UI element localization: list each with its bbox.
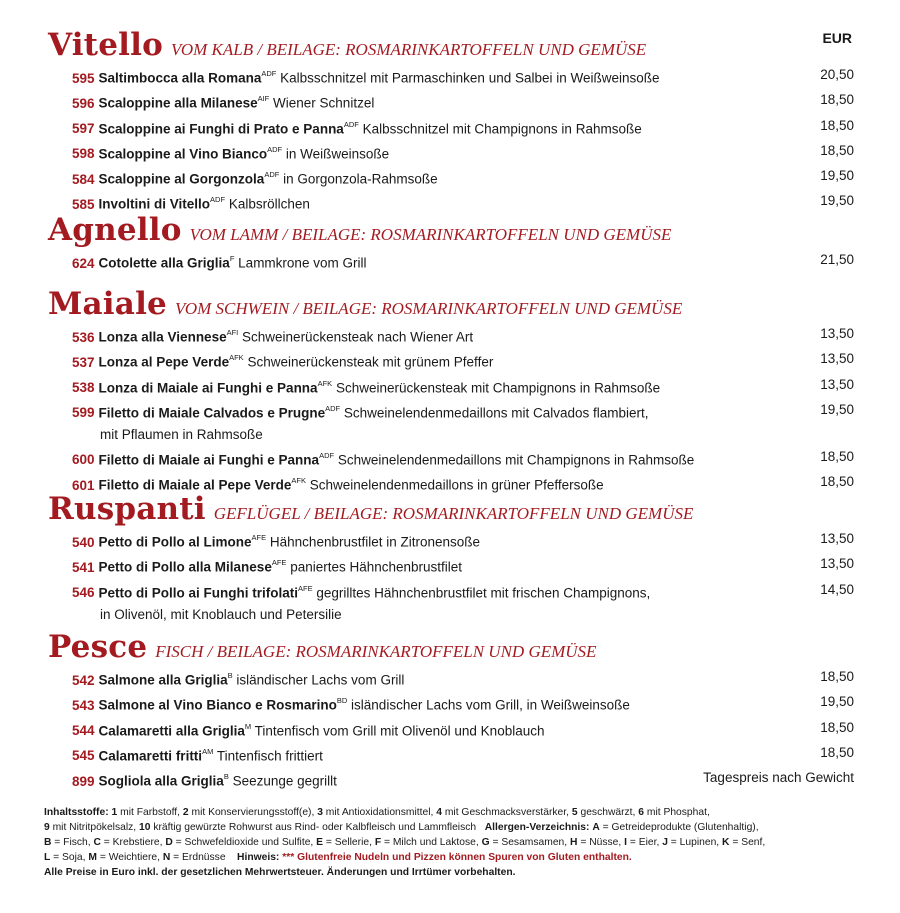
- item-price: 20,50: [820, 67, 854, 82]
- allergen-codes: ADF: [264, 170, 280, 180]
- item-number: 601: [72, 477, 95, 493]
- menu-item: [48, 323, 854, 348]
- menu-section-pesce: [48, 630, 854, 792]
- item-price: 18,50: [820, 474, 854, 490]
- allergen-codes: AFK: [229, 353, 244, 363]
- section-subtitle: FISCH / BEILAGE: ROSMARINKARTOFFELN UND GEMÜSE: [155, 642, 597, 661]
- item-number: 585: [72, 196, 95, 212]
- item-name: Salmone al Vino Bianco e Rosmarino: [98, 697, 337, 713]
- ingredients-label: Inhaltsstoffe:: [44, 807, 109, 818]
- legend-code: H: [570, 837, 578, 848]
- item-description: paniertes Hähnchenbrustfilet: [290, 559, 463, 575]
- menu-section-vitello: [48, 28, 854, 216]
- menu-item: [48, 579, 854, 626]
- legend-code: L: [44, 852, 51, 863]
- allergen-codes: AFE: [271, 558, 287, 568]
- hint-label: Hinweis:: [237, 852, 280, 863]
- section-subtitle: VOM SCHWEIN / BEILAGE: ROSMARINKARTOFFELN UND GEMÜSE: [174, 299, 683, 318]
- legend-code: N: [162, 852, 171, 863]
- menu-item: [48, 64, 854, 89]
- section-items: [48, 528, 854, 626]
- section-items: [48, 249, 854, 274]
- legend-code: E: [316, 837, 324, 848]
- allergen-codes: F: [229, 254, 235, 263]
- item-name: Sogliola alla Griglia: [98, 773, 224, 789]
- item-description: Tintenfisch frittiert: [216, 748, 323, 764]
- legend-text: mit Antioxidationsmittel,: [322, 807, 437, 818]
- item-name: Saltimbocca alla Romana: [98, 70, 262, 86]
- allergen-codes: AFK: [317, 378, 333, 388]
- item-description: Schweinelendenmedaillons mit Champignons in Rahmsoße: [337, 452, 695, 468]
- item-description: Hähnchenbrustfilet in Zitronensoße: [269, 534, 481, 550]
- item-number: 536: [72, 329, 95, 345]
- menu-item: [48, 165, 854, 190]
- allergen-codes: BD: [336, 696, 348, 706]
- item-description-continued: in Olivenöl, mit Knoblauch und Petersilie: [100, 606, 342, 622]
- item-name: Scaloppine al Vino Bianco: [98, 146, 268, 162]
- legend-text: mit Phosphat,: [644, 807, 710, 818]
- legend-text: mit Farbstoff,: [117, 807, 183, 818]
- menu-item: [48, 115, 854, 140]
- legend-text: = Fisch,: [51, 837, 94, 848]
- legend-text: = Weichtiere,: [96, 852, 163, 863]
- item-name: Petto di Pollo alla Milanese: [98, 559, 272, 575]
- item-description-continued: mit Pflaumen in Rahmsoße: [100, 427, 263, 443]
- legend-text: = Sellerie,: [323, 837, 375, 848]
- legend-text: = Getreideprodukte (Glutenhaltig),: [599, 822, 759, 833]
- section-header: [48, 287, 854, 321]
- footer-line-5: [44, 865, 859, 880]
- legend-code: 2: [182, 807, 189, 818]
- section-header: [48, 630, 854, 664]
- item-price: 13,50: [820, 556, 854, 572]
- item-price: 18,50: [820, 92, 854, 108]
- item-description: Schweinerückensteak mit grünem Pfeffer: [247, 354, 494, 370]
- item-description: Schweinerückensteak nach Wiener Art: [242, 329, 474, 345]
- item-number: 600: [72, 452, 95, 468]
- menu-item: [48, 717, 854, 742]
- legend-code: K: [722, 837, 730, 848]
- legend-text: = Sesamsamen,: [489, 837, 571, 848]
- menu-item: [48, 348, 854, 373]
- item-price: 13,50: [820, 326, 854, 341]
- item-number: 538: [72, 380, 95, 396]
- item-price: 19,50: [820, 193, 854, 209]
- menu-item: [48, 528, 854, 553]
- legend-code: 9: [44, 822, 50, 833]
- item-number: 541: [72, 559, 95, 575]
- item-name: Petto di Pollo al Limone: [98, 534, 252, 550]
- menu-item: [48, 666, 854, 691]
- allergen-codes: AFE: [298, 583, 313, 593]
- allergen-codes: B: [223, 772, 229, 782]
- menu-section-maiale: [48, 287, 854, 497]
- legend-code: D: [165, 837, 173, 848]
- allergen-codes: ADF: [261, 69, 277, 78]
- menu-item: [48, 553, 854, 578]
- legend-code: I: [624, 837, 627, 848]
- section-header: [48, 492, 854, 526]
- legend-text: = Lupinen,: [667, 837, 723, 848]
- item-name: Calamaretti alla Griglia: [98, 723, 245, 739]
- item-number: 595: [72, 70, 95, 86]
- item-number: 596: [72, 95, 95, 111]
- item-number: 542: [72, 672, 95, 688]
- item-number: 584: [72, 171, 95, 187]
- item-price: 18,50: [820, 142, 854, 158]
- section-title: Agnello: [48, 212, 182, 248]
- section-header: [48, 213, 854, 247]
- allergen-codes: ADF: [319, 450, 335, 460]
- menu-section-agnello: [48, 213, 854, 274]
- legend-code: J: [662, 837, 668, 848]
- allergen-codes: ADF: [267, 144, 283, 154]
- item-description: Kalbsschnitzel mit Champignons in Rahmsoße: [362, 121, 642, 137]
- legend-code: 6: [638, 807, 645, 818]
- item-price: 13,50: [820, 531, 854, 546]
- legend-text: = Soja,: [50, 852, 89, 863]
- item-description: gegrilltes Hähnchenbrustfilet mit frischen Champignons,: [316, 585, 651, 601]
- legend-list: [44, 852, 226, 863]
- menu-item: [48, 767, 854, 792]
- item-number: 540: [72, 534, 95, 550]
- allergen-codes: M: [244, 721, 252, 731]
- allergen-codes: AM: [202, 746, 214, 756]
- legend-text: = Schwefeldioxide und Sulfite,: [172, 837, 317, 848]
- item-number: 598: [72, 146, 95, 162]
- legend-code: G: [481, 837, 490, 848]
- legend-list: [592, 822, 758, 833]
- legend-text: = Milch und Laktose,: [381, 837, 482, 848]
- item-name: Calamaretti fritti: [98, 748, 203, 764]
- legend-text: = Krebstiere,: [100, 837, 166, 848]
- item-price: 21,50: [820, 252, 854, 267]
- allergen-codes: ADF: [343, 119, 359, 129]
- legend-list: [112, 807, 710, 818]
- section-title: Ruspanti: [48, 491, 206, 527]
- allergen-codes: AFE: [251, 533, 267, 542]
- item-price: 18,50: [820, 117, 854, 133]
- item-price: 19,50: [820, 694, 854, 710]
- price-disclaimer: Alle Preise in Euro inkl. der gesetzlichen Mehrwertsteuer. Änderungen und Irrtümer vorbehalten.: [44, 867, 516, 878]
- section-items: [48, 666, 854, 792]
- legend-code: C: [93, 837, 101, 848]
- item-description: Tintenfisch vom Grill mit Olivenöl und Knoblauch: [254, 723, 545, 739]
- menu-item: [48, 742, 854, 767]
- item-description: Lammkrone vom Grill: [238, 255, 367, 271]
- menu-item: [48, 249, 854, 274]
- item-description: Schweinelendenmedaillons mit Calvados flambiert,: [343, 405, 649, 421]
- gluten-hint: *** Glutenfreie Nudeln und Pizzen können Spuren von Gluten enthalten.: [282, 852, 632, 863]
- allergen-codes: AIF: [257, 94, 270, 104]
- item-name: Salmone alla Griglia: [98, 672, 228, 688]
- legend-code: A: [592, 822, 600, 833]
- legend-code: 4: [436, 807, 442, 818]
- item-name: Scaloppine ai Funghi di Prato e Panna: [98, 121, 344, 137]
- item-price: 19,50: [820, 168, 854, 184]
- legend-code: 10: [139, 822, 151, 833]
- item-description: Kalbsröllchen: [228, 196, 310, 212]
- menu-item: [48, 446, 854, 471]
- item-price: 14,50: [820, 581, 854, 597]
- allergen-footer: [44, 805, 859, 880]
- section-subtitle: VOM KALB / BEILAGE: ROSMARINKARTOFFELN UND GEMÜSE: [170, 40, 647, 59]
- item-name: Lonza alla Viennese: [98, 329, 227, 345]
- item-description: Schweinelendenmedaillons in grüner Pfeffersoße: [309, 477, 604, 493]
- footer-line-1: [44, 805, 859, 820]
- item-description: Seezunge gegrillt: [232, 773, 337, 789]
- footer-line-3: [44, 835, 859, 850]
- item-name: Petto di Pollo ai Funghi trifolati: [98, 585, 299, 601]
- item-number: 624: [72, 255, 95, 271]
- menu-item: [48, 140, 854, 165]
- item-number: 537: [72, 354, 95, 370]
- legend-text: mit Nitritpökelsalz,: [49, 822, 139, 833]
- legend-text: = Senf,: [729, 837, 766, 848]
- item-name: Scaloppine al Gorgonzola: [98, 171, 265, 187]
- item-description: isländischer Lachs vom Grill, in Weißweinsoße: [351, 697, 630, 713]
- legend-code: M: [88, 852, 97, 863]
- legend-text: kräftig gewürzte Rohwurst aus Rind- oder Kalbfleisch und Lammfleisch: [150, 822, 477, 833]
- section-items: [48, 323, 854, 497]
- allergen-codes: ADF: [325, 403, 341, 413]
- menu-item: [48, 89, 854, 114]
- item-price: 13,50: [820, 351, 854, 367]
- item-number: 544: [72, 723, 95, 739]
- legend-code: F: [374, 837, 382, 848]
- item-price: 18,50: [820, 669, 854, 684]
- legend-code: 5: [571, 807, 578, 818]
- item-price: Tagespreis nach Gewicht: [703, 770, 854, 786]
- legend-text: = Eier,: [626, 837, 663, 848]
- item-name: Involtini di Vitello: [98, 196, 211, 212]
- legend-list: [44, 822, 476, 833]
- allergen-codes: AFK: [291, 476, 306, 486]
- item-price: 18,50: [820, 744, 854, 760]
- allergen-label: Allergen-Verzeichnis:: [484, 822, 590, 833]
- section-items: [48, 64, 854, 216]
- item-number: 597: [72, 121, 95, 137]
- item-name: Lonza al Pepe Verde: [98, 354, 230, 370]
- menu-item: [48, 399, 854, 446]
- legend-code: 3: [317, 807, 323, 818]
- item-name: Filetto di Maiale Calvados e Prugne: [98, 405, 326, 421]
- item-description: in Gorgonzola-Rahmsoße: [283, 171, 438, 187]
- legend-code: 1: [111, 807, 118, 818]
- section-header: [48, 28, 854, 62]
- legend-text: mit Geschmacksverstärker,: [441, 807, 572, 818]
- legend-text: = Nüsse,: [577, 837, 625, 848]
- item-name: Scaloppine alla Milanese: [98, 95, 258, 111]
- item-number: 545: [72, 748, 95, 764]
- section-title: Pesce: [48, 629, 148, 665]
- menu-item: [48, 691, 854, 716]
- section-subtitle: GEFLÜGEL / BEILAGE: ROSMARINKARTOFFELN UND GEMÜSE: [213, 504, 694, 523]
- legend-text: = Erdnüsse: [170, 852, 226, 863]
- footer-line-4: [44, 850, 859, 865]
- item-number: 543: [72, 697, 95, 713]
- menu-item: [48, 374, 854, 399]
- item-price: 18,50: [820, 448, 854, 464]
- legend-list: [44, 837, 765, 848]
- allergen-codes: B: [227, 671, 233, 680]
- item-name: Cotolette alla Griglia: [98, 255, 230, 271]
- legend-text: geschwärzt,: [577, 807, 639, 818]
- footer-line-2: [44, 820, 859, 835]
- item-number: 546: [72, 585, 95, 601]
- item-name: Filetto di Maiale al Pepe Verde: [98, 477, 292, 493]
- item-number: 899: [72, 773, 95, 789]
- item-description: Wiener Schnitzel: [273, 95, 375, 111]
- currency-header: EUR: [822, 30, 852, 46]
- item-description: Schweinerückensteak mit Champignons in Rahmsoße: [335, 380, 661, 396]
- legend-text: mit Konservierungsstoff(e),: [188, 807, 318, 818]
- item-price: 18,50: [820, 719, 854, 735]
- item-price: 19,50: [820, 401, 854, 417]
- menu-section-ruspanti: [48, 492, 854, 626]
- section-subtitle: VOM LAMM / BEILAGE: ROSMARINKARTOFFELN UND GEMÜSE: [189, 225, 672, 244]
- section-title: Vitello: [48, 27, 163, 63]
- item-description: isländischer Lachs vom Grill: [236, 672, 405, 688]
- item-name: Lonza di Maiale ai Funghi e Panna: [98, 380, 318, 396]
- item-name: Filetto di Maiale ai Funghi e Panna: [98, 452, 320, 468]
- item-description: Kalbsschnitzel mit Parmaschinken und Salbei in Weißweinsoße: [280, 70, 660, 86]
- allergen-codes: AFI: [226, 328, 239, 337]
- item-description: in Weißweinsoße: [285, 146, 390, 162]
- item-number: 599: [72, 405, 95, 421]
- section-title: Maiale: [48, 286, 167, 322]
- allergen-codes: ADF: [210, 195, 226, 205]
- legend-code: B: [44, 837, 52, 848]
- item-price: 13,50: [820, 376, 854, 392]
